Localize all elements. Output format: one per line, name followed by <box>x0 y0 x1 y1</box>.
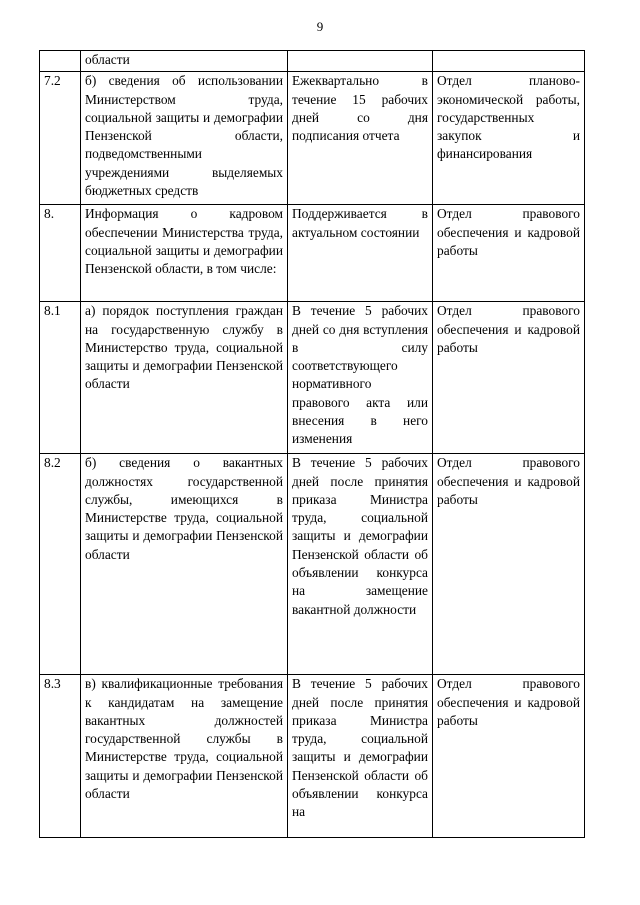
table-row <box>40 72 585 205</box>
term-cell: Ежеквартально в течение 15 рабочих дней со дня подписания отчета <box>288 72 433 205</box>
row-number: 8.2 <box>40 454 81 675</box>
info-cell: области <box>81 51 288 72</box>
document-table <box>39 50 585 838</box>
page-number: 9 <box>316 19 324 34</box>
row-number: 8.3 <box>40 675 81 838</box>
term-cell: В течение 5 рабочих дней после принятия приказа Министра труда, социальной защиты и демографии Пензенской области об объявлении конкурса на <box>288 675 433 838</box>
term-cell: В течение 5 рабочих дней после принятия приказа Министра труда, социальной защиты и демографии Пензенской области об объявлении конкурса на замещение вакантной должности <box>288 454 433 675</box>
info-cell: б) сведения о вакантных должностях государственной службы, имеющихся в Министерстве труда, социальной защиты и демографии Пензенской области <box>81 454 288 675</box>
table-row <box>40 675 585 838</box>
row-number <box>40 51 81 72</box>
responsible-cell: Отдел правового обеспечения и кадровой работы <box>433 675 585 838</box>
table-row <box>40 302 585 454</box>
responsible-cell: Отдел правового обеспечения и кадровой работы <box>433 454 585 675</box>
responsible-cell: Отдел планово-экономической работы, государственных закупок и финансирования <box>433 72 585 205</box>
responsible-cell: Отдел правового обеспечения и кадровой работы <box>433 302 585 454</box>
row-number: 8.1 <box>40 302 81 454</box>
table-row <box>40 51 585 72</box>
info-cell: б) сведения об использовании Министерством труда, социальной защиты и демографии Пензенской области, подведомственными учреждениями выделяемых бюджетных средств <box>81 72 288 205</box>
table-row <box>40 454 585 675</box>
row-number: 7.2 <box>40 72 81 205</box>
term-cell: В течение 5 рабочих дней со дня вступления в силу соответствующего нормативного правового акта или внесения в него изменения <box>288 302 433 454</box>
responsible-cell: Отдел правового обеспечения и кадровой работы <box>433 205 585 302</box>
info-cell: Информация о кадровом обеспечении Министерства труда, социальной защиты и демографии Пензенской области, в том числе: <box>81 205 288 302</box>
responsible-cell <box>433 51 585 72</box>
term-cell <box>288 51 433 72</box>
info-cell: в) квалификационные требования к кандидатам на замещение вакантных должностей государственной службы в Министерстве труда, социальной защиты и демографии Пензенской области <box>81 675 288 838</box>
info-cell: а) порядок поступления граждан на государственную службу в Министерство труда, социальной защиты и демографии Пензенской области <box>81 302 288 454</box>
row-number: 8. <box>40 205 81 302</box>
term-cell: Поддерживается в актуальном состоянии <box>288 205 433 302</box>
table-row <box>40 205 585 302</box>
